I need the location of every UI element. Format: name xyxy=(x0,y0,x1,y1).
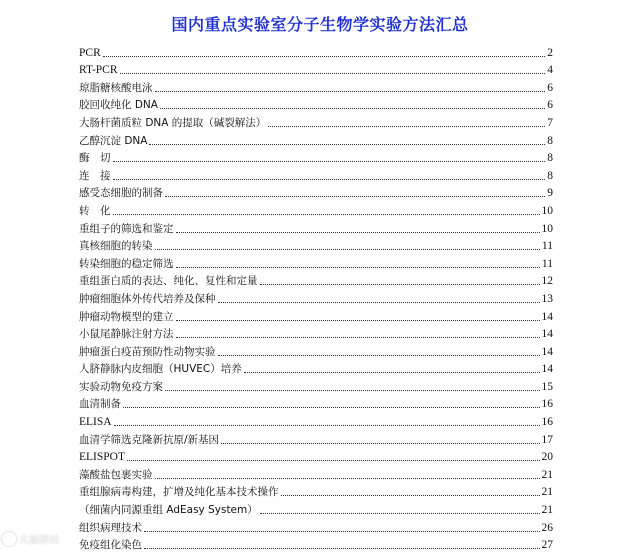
toc-dot-leader xyxy=(149,144,545,145)
toc-entry-label: 感受态细胞的制备 xyxy=(79,187,163,200)
toc-entry-page-number: 6 xyxy=(547,81,553,94)
toc-dot-leader xyxy=(160,108,545,109)
toc-entry-label: 乙醇沉淀 DNA xyxy=(79,134,148,147)
toc-entry[interactable] xyxy=(79,482,553,500)
toc-dot-leader xyxy=(113,214,540,215)
toc-entry[interactable] xyxy=(79,95,553,113)
toc-entry[interactable] xyxy=(79,288,553,306)
toc-dot-leader xyxy=(176,267,540,268)
toc-dot-leader xyxy=(260,513,540,514)
toc-entry[interactable] xyxy=(79,535,553,552)
toc-entry[interactable] xyxy=(79,271,553,289)
toc-dot-leader xyxy=(176,337,540,338)
toc-entry[interactable] xyxy=(79,464,553,482)
toc-entry-label: 重组蛋白质的表达、纯化、复性和定量 xyxy=(79,275,258,288)
toc-dot-leader xyxy=(103,56,546,57)
toc-entry-page-number: 14 xyxy=(541,310,553,323)
toc-entry[interactable] xyxy=(79,130,553,148)
toc-entry-page-number: 4 xyxy=(547,64,553,77)
toc-entry[interactable] xyxy=(79,236,553,254)
toc-dot-leader xyxy=(221,443,539,444)
toc-entry[interactable] xyxy=(79,218,553,236)
toc-entry-page-number: 2 xyxy=(547,46,553,59)
toc-entry-label: 转 化 xyxy=(79,204,111,217)
toc-entry[interactable] xyxy=(79,324,553,342)
toc-entry[interactable] xyxy=(79,200,553,218)
toc-entry-page-number: 14 xyxy=(541,363,553,376)
toc-dot-leader xyxy=(218,355,540,356)
toc-entry-label: 肿瘤蛋白疫苗预防性动物实验 xyxy=(79,345,216,358)
toc-entry[interactable] xyxy=(79,429,553,447)
toc-entry[interactable] xyxy=(79,42,553,60)
toc-entry-label: ELISA xyxy=(79,416,112,429)
toc-entry-page-number: 26 xyxy=(541,521,553,534)
toc-entry[interactable] xyxy=(79,499,553,517)
toc-entry-page-number: 6 xyxy=(547,99,553,112)
watermark-text: 大鼠驿站 xyxy=(19,535,59,546)
toc-entry-label: 小鼠尾静脉注射方法 xyxy=(79,328,174,341)
toc-entry-label: 酶 切 xyxy=(79,152,111,165)
toc-dot-leader xyxy=(120,73,546,74)
toc-entry-label: 免疫组化染色 xyxy=(79,539,142,552)
toc-dot-leader xyxy=(165,196,545,197)
toc-entry[interactable] xyxy=(79,253,553,271)
toc-entry-page-number: 17 xyxy=(541,433,553,446)
toc-entry-label: 肿瘤细胞体外传代培养及保种 xyxy=(79,292,216,305)
toc-entry-label: 组织病理技术 xyxy=(79,521,142,534)
toc-entry[interactable] xyxy=(79,165,553,183)
toc-entry-page-number: 20 xyxy=(541,451,553,464)
toc-entry[interactable] xyxy=(79,148,553,166)
toc-entry-label: 肿瘤动物模型的建立 xyxy=(79,310,174,323)
toc-entry-label: 连 接 xyxy=(79,169,111,182)
watermark xyxy=(2,531,59,546)
toc-entry-label: 人脐静脉内皮细胞（HUVEC）培养 xyxy=(79,363,242,376)
toc-entry-page-number: 15 xyxy=(541,380,553,393)
toc-entry-label: 大肠杆菌质粒 DNA 的提取（碱裂解法） xyxy=(79,116,267,129)
toc-dot-leader xyxy=(268,126,545,127)
toc-entry-label: 重组子的筛选和鉴定 xyxy=(79,222,174,235)
toc-entry-page-number: 21 xyxy=(541,486,553,499)
toc-entry-page-number: 12 xyxy=(541,275,553,288)
toc-entry-label: RT-PCR xyxy=(79,64,118,77)
toc-entry-label: 藻酸盐包裹实验 xyxy=(79,468,153,481)
toc-entry-page-number: 11 xyxy=(541,257,553,270)
toc-entry[interactable] xyxy=(79,394,553,412)
table-of-contents xyxy=(79,42,553,552)
toc-dot-leader xyxy=(123,407,540,408)
toc-entry-page-number: 8 xyxy=(547,152,553,165)
toc-entry-page-number: 10 xyxy=(541,204,553,217)
toc-entry-label: 实验动物免疫方案 xyxy=(79,380,163,393)
toc-entry-label: 转染细胞的稳定筛选 xyxy=(79,257,174,270)
toc-entry-page-number: 27 xyxy=(541,539,553,552)
toc-entry-label: 真核细胞的转染 xyxy=(79,240,153,253)
toc-dot-leader xyxy=(155,478,540,479)
document-title: 国内重点实验室分子生物学实验方法汇总 xyxy=(171,15,469,34)
toc-entry-page-number: 16 xyxy=(541,398,553,411)
toc-entry[interactable] xyxy=(79,376,553,394)
toc-entry-page-number: 8 xyxy=(547,169,553,182)
toc-dot-leader xyxy=(127,460,540,461)
toc-entry-page-number: 14 xyxy=(541,345,553,358)
toc-entry-page-number: 13 xyxy=(541,292,553,305)
toc-entry[interactable] xyxy=(79,60,553,78)
toc-dot-leader xyxy=(144,531,540,532)
toc-entry[interactable] xyxy=(79,359,553,377)
toc-entry-label: 重组腺病毒构建，扩增及纯化基本技术操作 xyxy=(79,486,279,499)
toc-entry[interactable] xyxy=(79,341,553,359)
toc-entry-page-number: 21 xyxy=(541,504,553,517)
toc-dot-leader xyxy=(155,249,540,250)
toc-entry-page-number: 14 xyxy=(541,328,553,341)
toc-entry[interactable] xyxy=(79,306,553,324)
toc-entry[interactable] xyxy=(79,411,553,429)
toc-entry-label: 胶回收纯化 DNA xyxy=(79,99,158,112)
toc-entry-label: 血清学筛选克隆新抗原/新基因 xyxy=(79,433,220,446)
toc-dot-leader xyxy=(218,302,540,303)
toc-entry[interactable] xyxy=(79,447,553,465)
toc-dot-leader xyxy=(281,495,540,496)
toc-entry-page-number: 7 xyxy=(547,116,553,129)
toc-entry-label: PCR xyxy=(79,46,101,59)
toc-entry-label: 琼脂糖核酸电泳 xyxy=(79,81,153,94)
toc-entry-page-number: 21 xyxy=(541,468,553,481)
toc-entry-page-number: 8 xyxy=(547,134,553,147)
toc-entry-page-number: 10 xyxy=(541,222,553,235)
toc-entry[interactable] xyxy=(79,112,553,130)
toc-entry[interactable] xyxy=(79,77,553,95)
toc-entry[interactable] xyxy=(79,183,553,201)
toc-entry[interactable] xyxy=(79,517,553,535)
toc-dot-leader xyxy=(113,179,546,180)
toc-dot-leader xyxy=(144,548,540,549)
toc-entry-page-number: 11 xyxy=(541,240,553,253)
toc-dot-leader xyxy=(176,320,540,321)
watermark-logo-icon xyxy=(2,532,16,546)
toc-dot-leader xyxy=(165,390,540,391)
toc-entry-page-number: 9 xyxy=(547,187,553,200)
toc-entry-label: 血清制备 xyxy=(79,398,121,411)
toc-dot-leader xyxy=(155,91,546,92)
toc-dot-leader xyxy=(113,161,546,162)
toc-dot-leader xyxy=(176,232,540,233)
toc-entry-label: （细菌内同源重组 AdEasy System） xyxy=(79,504,258,517)
toc-entry-page-number: 16 xyxy=(541,416,553,429)
toc-entry-label: ELISPOT xyxy=(79,451,125,464)
toc-dot-leader xyxy=(244,372,540,373)
toc-dot-leader xyxy=(114,425,540,426)
toc-dot-leader xyxy=(260,284,540,285)
